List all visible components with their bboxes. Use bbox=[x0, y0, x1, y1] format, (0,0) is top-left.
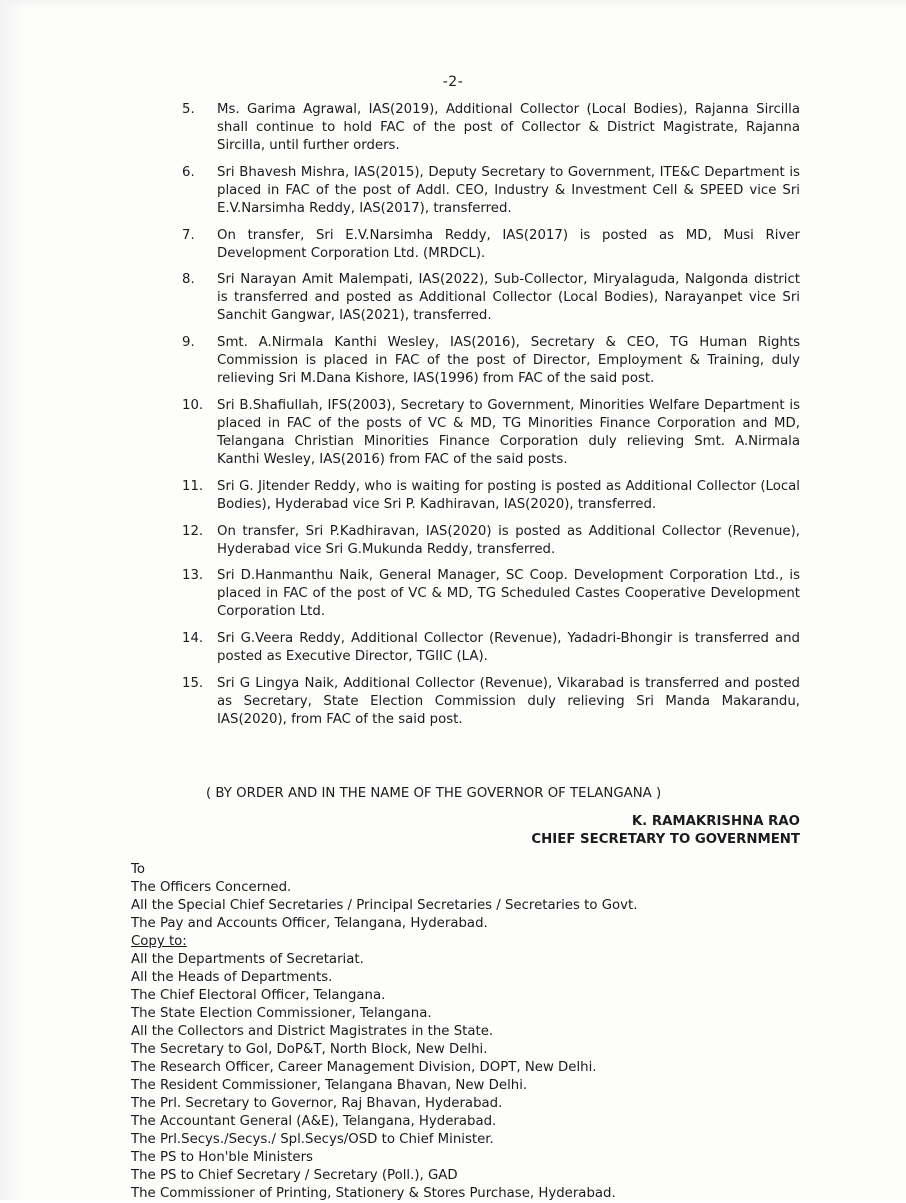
copy-recipient: All the Collectors and District Magistrates in the State. bbox=[131, 1024, 494, 1039]
item-number: 11. bbox=[182, 478, 204, 494]
distribution-list bbox=[131, 861, 791, 1203]
to-recipient: All the Special Chief Secretaries / Principal Secretaries / Secretaries to Govt. bbox=[131, 898, 638, 913]
item-number: 14. bbox=[182, 631, 204, 647]
item-number: 8. bbox=[182, 272, 195, 288]
order-item bbox=[182, 227, 800, 263]
signatory-designation: CHIEF SECRETARY TO GOVERNMENT bbox=[531, 832, 800, 847]
copy-recipient: The Prl.Secys./Secys./ Spl.Secys/OSD to Chief Minister. bbox=[131, 1132, 494, 1147]
item-text: Sri G Lingya Naik, Additional Collector (Revenue), Vikarabad is transferred and posted as Secretary, State Election Commission duly relieving Sri Manda Makarandu, IAS(2020), from FAC of the said post. bbox=[217, 675, 800, 727]
order-item bbox=[182, 630, 800, 666]
item-number: 7. bbox=[182, 227, 195, 243]
to-recipient: The Pay and Accounts Officer, Telangana, Hyderabad. bbox=[131, 916, 488, 931]
to-recipient: The Officers Concerned. bbox=[131, 880, 292, 895]
copy-recipient: All the Heads of Departments. bbox=[131, 970, 333, 985]
order-item bbox=[182, 164, 800, 218]
page-edge-shadow bbox=[0, 0, 22, 1200]
page-number: -2- bbox=[442, 74, 464, 90]
item-number: 9. bbox=[182, 335, 195, 351]
order-item bbox=[182, 523, 800, 559]
page-top-shadow bbox=[0, 0, 906, 10]
copy-to-heading: Copy to: bbox=[131, 934, 187, 949]
copy-recipient: The Chief Electoral Officer, Telangana. bbox=[131, 988, 386, 1003]
item-text: On transfer, Sri E.V.Narsimha Reddy, IAS(2017) is posted as MD, Musi River Development Corporation Ltd. (MRDCL). bbox=[217, 227, 800, 261]
item-text: Sri D.Hanmanthu Naik, General Manager, SC Coop. Development Corporation Ltd., is placed in FAC of the post of VC & MD, TG Scheduled Castes Cooperative Development Corporation Ltd. bbox=[217, 568, 800, 620]
item-text: Sri G. Jitender Reddy, who is waiting for posting is posted as Additional Collector (Local Bodies), Hyderabad vice Sri P. Kadhiravan, IAS(2020), transferred. bbox=[217, 478, 800, 512]
item-text: On transfer, Sri P.Kadhiravan, IAS(2020) is posted as Additional Collector (Revenue), Hyderabad vice Sri G.Mukunda Reddy, transferred. bbox=[217, 523, 800, 557]
governor-order-line: ( BY ORDER AND IN THE NAME OF THE GOVERNOR OF TELANGANA ) bbox=[206, 786, 662, 801]
to-heading: To bbox=[131, 862, 145, 877]
copy-recipient: The Commissioner of Printing, Stationery & Stores Purchase, Hyderabad. bbox=[131, 1186, 616, 1201]
copy-recipient: The PS to Chief Secretary / Secretary (Poll.), GAD bbox=[131, 1168, 458, 1183]
signatory-name: K. RAMAKRISHNA RAO bbox=[631, 814, 800, 829]
item-text: Sri G.Veera Reddy, Additional Collector (Revenue), Yadadri-Bhongir is transferred and posted as Executive Director, TGIIC (LA). bbox=[217, 631, 800, 665]
item-number: 15. bbox=[182, 675, 204, 691]
item-text: Ms. Garima Agrawal, IAS(2019), Additional Collector (Local Bodies), Rajanna Sircilla shall continue to hold FAC of the post of Collector & District Magistrate, Rajanna Sircilla, until further orders. bbox=[217, 102, 800, 153]
order-item bbox=[182, 567, 800, 621]
copy-recipient: The Prl. Secretary to Governor, Raj Bhavan, Hyderabad. bbox=[131, 1096, 503, 1111]
copy-recipient: The PS to Hon'ble Ministers bbox=[131, 1150, 313, 1165]
item-text: Sri Bhavesh Mishra, IAS(2015), Deputy Secretary to Government, ITE&C Department is placed in FAC of the post of Addl. CEO, Industry & Investment Cell & SPEED vice Sri E.V.Narsimha Reddy, IAS(2017), transferred. bbox=[217, 164, 800, 216]
order-item bbox=[182, 101, 800, 155]
copy-recipient: The Resident Commissioner, Telangana Bhavan, New Delhi. bbox=[131, 1078, 528, 1093]
item-number: 6. bbox=[182, 164, 195, 180]
copy-recipient: The Accountant General (A&E), Telangana, Hyderabad. bbox=[131, 1114, 497, 1129]
signatory-block bbox=[531, 813, 800, 849]
copy-recipient: The Research Officer, Career Management Division, DOPT, New Delhi. bbox=[131, 1060, 597, 1075]
item-number: 5. bbox=[182, 102, 195, 117]
order-item bbox=[182, 397, 800, 469]
copy-recipient: The Secretary to GoI, DoP&T, North Block, New Delhi. bbox=[131, 1042, 488, 1057]
order-item bbox=[182, 675, 800, 729]
item-number: 10. bbox=[182, 397, 204, 413]
item-number: 13. bbox=[182, 568, 204, 584]
order-item bbox=[182, 334, 800, 388]
copy-recipient: The State Election Commissioner, Telangana. bbox=[131, 1006, 432, 1021]
item-number: 12. bbox=[182, 523, 204, 539]
item-text: Sri Narayan Amit Malempati, IAS(2022), Sub-Collector, Miryalaguda, Nalgonda district is transferred and posted as Additional Collector (Local Bodies), Narayanpet vice Sri Sanchit Gangwar, IAS(2021), transferred. bbox=[217, 272, 800, 324]
item-text: Smt. A.Nirmala Kanthi Wesley, IAS(2016), Secretary & CEO, TG Human Rights Commission is placed in FAC of the post of Director, Employment & Training, duly relieving Sri M.Dana Kishore, IAS(1996) from FAC of the said post. bbox=[217, 335, 800, 387]
order-item bbox=[182, 478, 800, 514]
item-text: Sri B.Shafiullah, IFS(2003), Secretary to Government, Minorities Welfare Department is placed in FAC of the posts of VC & MD, TG Minorities Finance Corporation and MD, Telangana Christian Minorities Finance Corporation duly relieving Smt. A.Nirmala Kanthi Wesley, IAS(2016) from FAC of the said posts. bbox=[217, 397, 800, 467]
order-item bbox=[182, 271, 800, 325]
order-items-list bbox=[182, 101, 800, 738]
copy-recipient: All the Departments of Secretariat. bbox=[131, 952, 364, 967]
